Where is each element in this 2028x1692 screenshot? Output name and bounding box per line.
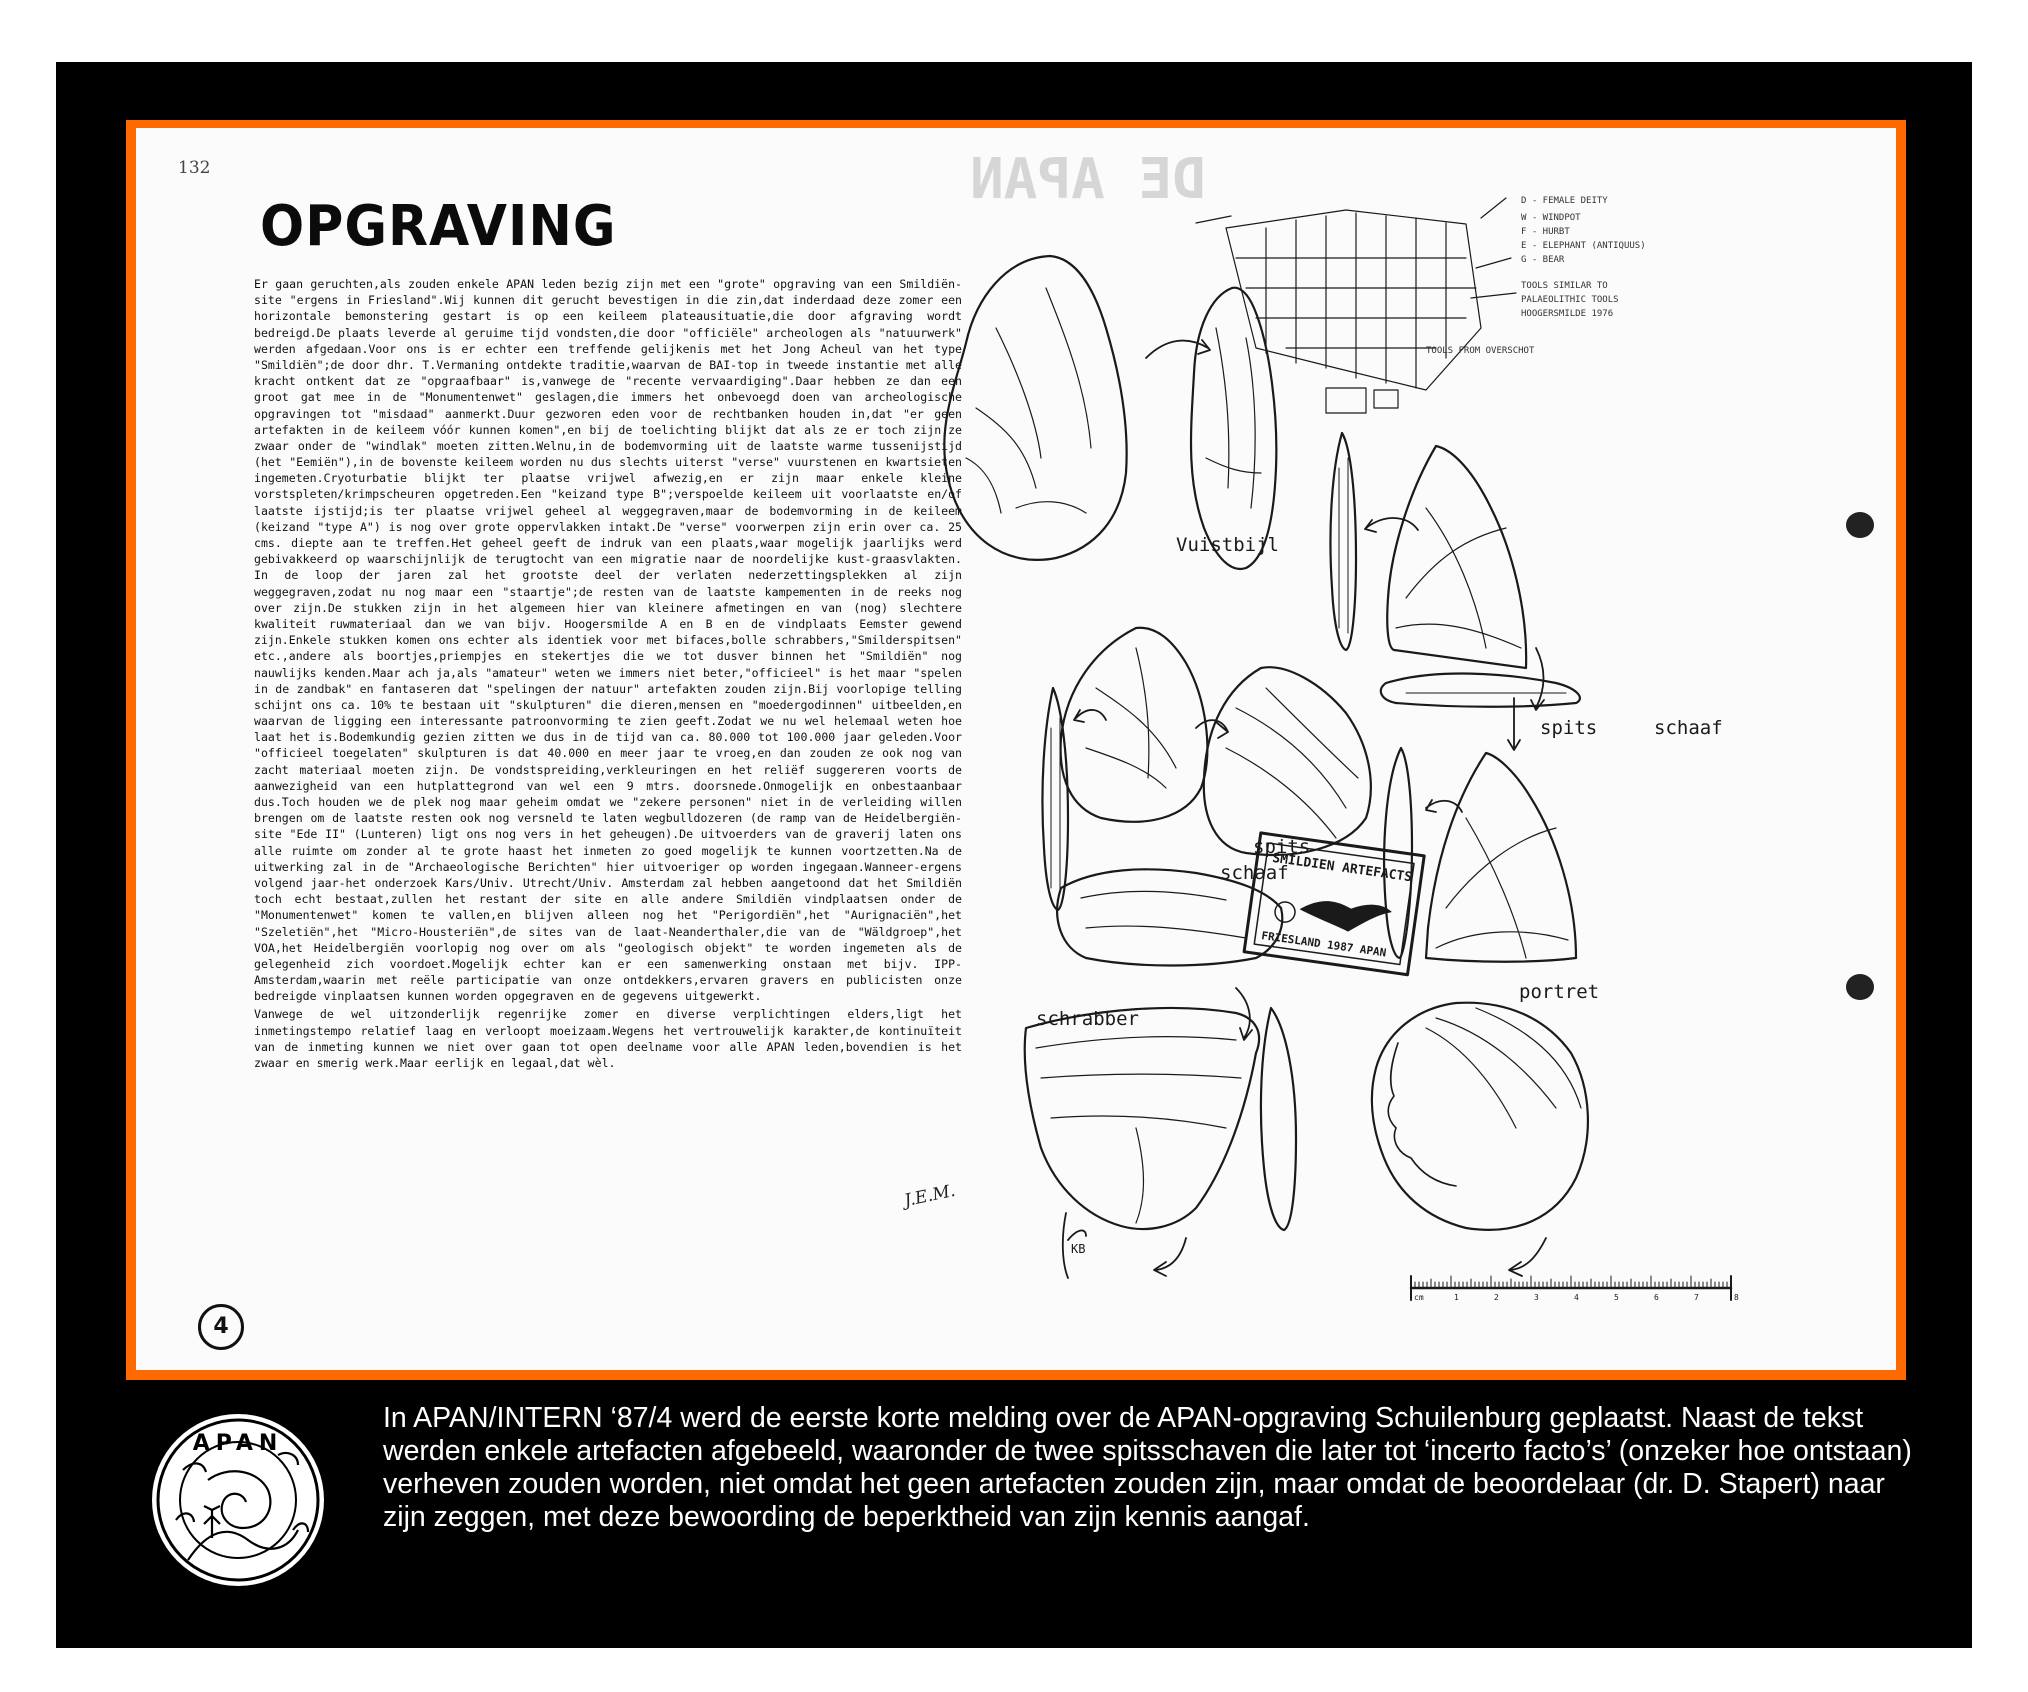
svg-text:G - BEAR: G - BEAR (1521, 255, 1565, 265)
corner-note: 132 (178, 158, 211, 178)
label-schaaf: schaaf (1654, 717, 1723, 739)
excavation-grid-sketch (1196, 198, 1516, 413)
scale-tick-label: 8 (1734, 1293, 1739, 1302)
scale-tick-label: 6 (1654, 1293, 1659, 1302)
label-schaaf: schaaf (1220, 862, 1289, 884)
svg-text:D - FEMALE DEITY: D - FEMALE DEITY (1521, 196, 1608, 206)
caption-text: In APAN/INTERN ‘87/4 werd de eerste korte melding over de APAN-opgraving Schuilenburg geplaatst. Naast de tekst werden enkele artefacten afgebeeld, waaronder de twee spitsschaven die later tot ‘incerto facto’s’ (onzeker hoe ontstaan) verheven zouden worden, niet omdat het geen artefacten zouden zijn, maar omdat de beoordelaar (dr. D. Stapert) naar zijn zeggen, met deze bewoording de beperktheid van zijn kennis aangaf. (383, 1402, 1912, 1533)
schrabber-drawing (1025, 1008, 1259, 1229)
vuistbijl-drawing (944, 256, 1126, 560)
svg-text:KB: KB (1071, 1242, 1086, 1256)
label-vuistbijl: Vuistbijl (1176, 534, 1279, 556)
svg-text:TOOLS FROM OVERSCHOT: TOOLS FROM OVERSCHOT (1426, 346, 1535, 356)
grid-notes (1426, 196, 1646, 356)
svg-text:W - WINDPOT: W - WINDPOT (1521, 213, 1581, 223)
svg-text:F - HURBT: F - HURBT (1521, 227, 1570, 237)
svg-text:E - ELEPHANT (ANTIQUUS): E - ELEPHANT (ANTIQUUS) (1521, 241, 1646, 251)
label-portret: portret (1519, 981, 1600, 1003)
scale-tick-label: 1 (1454, 1293, 1459, 1302)
scanned-page-border (126, 120, 1906, 1380)
page-number: 4 (198, 1304, 244, 1350)
scale-tick-label: 2 (1494, 1293, 1499, 1302)
author-initials: J.E.M. (902, 1180, 958, 1212)
scale-bar (1411, 1276, 1739, 1302)
label-spits: spits (1540, 717, 1598, 739)
artifact-illustrations (136, 128, 1896, 1370)
punch-hole (1846, 512, 1874, 538)
svg-text:PALAEOLITHIC TOOLS: PALAEOLITHIC TOOLS (1521, 295, 1619, 305)
label-spits: spits (1253, 836, 1311, 858)
article-paragraph: Er gaan geruchten,als zouden enkele APAN leden bezig zijn met een "grote" opgraving van een Smildiën-site "ergens in Friesland".Wij kunnen dit gerucht bevestigen in die zin,dat inderdaad deze zomer een horizontale bemonstering gestart is op een keileem plateausituatie,die door afgraving wordt bedreigd.De plaats leverde al geruime tijd vondsten,die door "officiële" archeologen als "natuurwerk" werden afgedaan.Voor ons is er echter een treffende gelijkenis met het Jong Acheul van het type "Smildiën";de door dhr. T.Vermaning ontdekte traditie,waarvan de BAI-top in tweede instantie met alle kracht ontkent dat ze "opgraafbaar" is,vanwege de "recente vervaardiging".Daar hebben ze dan een groot gat mee in de "Monumentenwet" geslagen,die immers het onbevoegd doen van archeologische opgravingen tot "misdaad" aanmerkt.Duur gezworen eden voor de rechtbanken houden in,dat "er geen artefakten in de keileem vóór kunnen komen",en bij de toelichting blijkt dat als ze er toch zijn,ze zwaar onder de "windlak" moeten zitten.Welnu,in de bodemvorming uit de laatste warme tussenijstijd (het "Eemiën"),in de bovenste keileem worden nu dus slechts uiterst "verse" vuurstenen en kwartsieten ingemeten.Cryoturbatie blijkt ter plaatse vrijwel afwezig,en er zijn maar enkele kleine vorstspleten/krimpscheuren opgetreden.Een "keizand type B";verspoelde keileem uit voorlaatste en/of laatste ijstijd;is ter plaatse vrijwel geheel al weggegraven,maar de bodemvorming in de keileem (keizand "type A") is nog over grote oppervlakken intakt.De "verse" voorwerpen zijn erin over ca. 25 cms. diepte aan te treffen.Het geheel geeft de indruk van een plaats,waar mogelijk jaarlijks werd gebivakkeerd op waarschijnlijk de terugtocht van een migratie naar de noordelijke kust-graasvlakten. In de loop der jaren zal het grootste deel der verlaten nederzettingsplekken al zijn weggegraven,zodat nu nog maar een "staartje";de resten van de laatste kampementen in de reeks nog over zijn.De stukken zijn in het algemeen hier van kleinere afmetingen en van (nog) slechtere kwaliteit ruwmateriaal dan we van bijv. Hoogersmilde A en B en de vindplaats Eemster gewend zijn.Enkele stukken komen ons echter als identiek voor met bifaces,bolle schrabbers,"Smilderspitsen" etc.,andere als boortjes,priempjes en stekertjes die we tot dusver binnen het "Smildiën" nog nauwlijks kenden.Maar ach ja,als "amateur" weten we immers niet beter,"officieel" is het maar "spelen in de zandbak" en fantaseren dat "spelingen der natuur" artefakten zouden zijn.Bij voorlopige telling schijnt ons ca. 10% te bestaan uit "skulpturen" die dieren,mensen en "moedergodinnen" uitbeelden,en waarvan de ligging een interessante patroonvorming te zien geeft.Zodat we nu wel helemaal weten hoe laat het is.Bodemkundig gezien zitten we dus in de tijd van ca. 80.000 tot 100.000 jaar geleden.Voor "officieel toegelaten" skulpturen is dat 40.000 en meer jaar te vroeg,en dan zouden ze ook nog van zacht materiaal moeten zijn. De vondstspreiding,verkleuringen en het reliëf suggereren voorts de aanwezigheid van een hutplattegrond van wel een 9 mtrs. doorsnede.Onmogelijk en onbestaanbaar dus.Toch houden we de plek nog maar geheim omdat we "zekere personen" niet in de verleiding willen brengen om de laatste resten ook nog versneld te laten wegbulldozeren (de ramp van de Heidelbergiën-site "Ede II" (Lunteren) ligt ons nog vers in het geheugen).De uitvoerders van de graverij laten ons alle ruimte om zonder al te grote haast het inmeten zo goed mogelijk te kunnen voortzetten.Na de uitwerking zal in de "Archaeologische Berichten" hier uitvoeriger op worden ingegaan.Wanneer-ergens volgend jaar-het onderzoek Kars/Univ. Utrecht/Univ. Amsterdam zal hebben aangetoond dat het Smildiën toch echt bestaat,zullen het restant der site en alle andere Smildiën vindplaatsen onder de "Monumentenwet" komen te vallen,en blijven alleen nog het "Perigordiën",het "Aurignaciën",het "Szeletiën",het "Micro-Housteriën",de sites van de laat-Neanderthaler,die van de "Wäldgroep",het VOA,het Heidelbergiën voorlopig nog over om als "geologisch objekt" te worden ingemeten als de gelegenheid zich voordoet.Mogelijk echter kan er een samenwerking onstaan met bijv. IPP-Amsterdam,waarin met reële participatie van onze ontdekkers,ervaren gravers en publicisten onze bedreigde vinplaatsen kunnen worden opgegraven en de gegevens uitgewerkt. (254, 277, 962, 1004)
scale-tick-label: 4 (1574, 1293, 1579, 1302)
show-through-text: DE APAN (969, 147, 1206, 212)
svg-text:HOOGERSMILDE 1976: HOOGERSMILDE 1976 (1521, 309, 1614, 319)
svg-text:TOOLS SIMILAR TO: TOOLS SIMILAR TO (1521, 281, 1608, 291)
scale-tick-label: 5 (1614, 1293, 1619, 1302)
artist-signature (1063, 1213, 1086, 1278)
page-title: OPGRAVING (260, 194, 617, 259)
stamp-line-2: FRIESLAND 1987 APAN (1260, 929, 1388, 960)
scanned-page (136, 128, 1896, 1370)
label-schrabber: schrabber (1036, 1008, 1139, 1030)
stamp-line-1: SMILDIEN ARTEFACTS (1271, 850, 1413, 886)
scale-tick-label: cm (1414, 1293, 1424, 1302)
logo-text: APAN (192, 1431, 284, 1456)
scale-tick-label: 3 (1534, 1293, 1539, 1302)
scale-tick-label: 7 (1694, 1293, 1699, 1302)
article-paragraph: Vanwege de wel uitzonderlijk regenrijke zomer en diverse verplichtingen elders,ligt het inmetingstempo relatief laag en verloopt moeizaam.Wegens het vertrouwelijk karakter,de kontinuïteit van de inmeting kunnen we niet over gaan tot open deelname voor alle APAN leden,bovendien is het zwaar en smerig werk.Maar eerlijk en legaal,dat wèl. (254, 1007, 962, 1070)
apan-logo (148, 1410, 328, 1590)
punch-hole (1846, 974, 1874, 1000)
